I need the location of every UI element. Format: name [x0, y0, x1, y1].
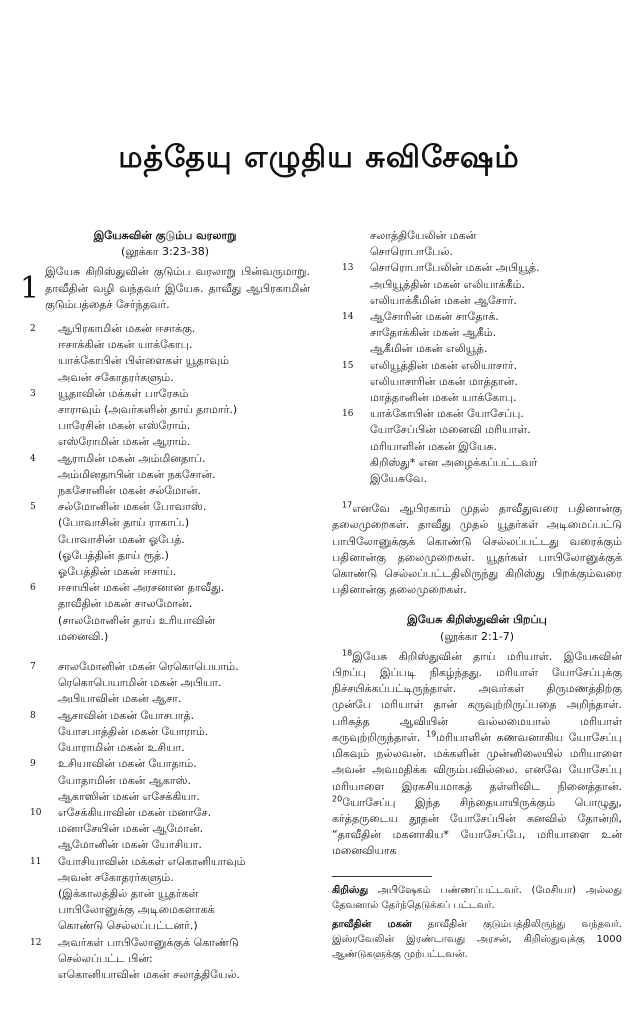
verse-line: மாத்தானின் மகன் யாக்கோபு. [370, 391, 517, 405]
verse-line: சாராவும் (அவர்களின் தாய் தாமார்.) [58, 403, 238, 417]
footnote [332, 917, 622, 962]
section-heading: இயேசுவின் குடும்ப வரலாறு [93, 229, 237, 242]
verse-line: அபியூத்தின் மகன் எலியாக்கீம். [370, 277, 525, 291]
verse-line: ஈசாயின் மகன் அரசனான தாவீது. [58, 581, 225, 595]
footnote-text: தாவீதின் குடும்பத்திலிருந்து வந்தவர். இஸ்ரவேலின் இரண்டாவது அரசன், கிறிஸ்துவுக்கு 1000 ஆண்டுகளுக்கு முற்பட்டவன். [332, 918, 622, 960]
verse-line: ஈசாக்கின் மகன் யாக்கோபு. [58, 338, 193, 352]
verse-number: 17 [342, 500, 353, 510]
right-column [332, 228, 622, 966]
footnote-term: கிறிஸ்து [332, 884, 369, 896]
verse-line: யோசபாத்தின் மகன் யோராம். [58, 724, 209, 738]
verse-line: ஆசாவின் மகன் யோசபாத். [58, 708, 195, 722]
verse-number: 11 [30, 856, 42, 867]
verse-line: ஓபேத்தின் மகன் ஈசாய். [58, 565, 177, 579]
verse-line: சொரொபாபேல். [370, 245, 453, 259]
verse-line: யூதாவின் மக்கள் பாரேசும் [58, 386, 189, 400]
verse-line: பாரேசின் மகன் எஸ்ரோம். [58, 419, 191, 433]
verse-group [20, 708, 310, 757]
verse-line: அவர்கள் பாபிலோனுக்குக் கொண்டு [58, 935, 239, 949]
footnote-text: அபிஷேகம் பண்ணப்பட்டவர். (மேசியா) அல்லது தேவனால் தேர்ந்தெடுக்கப் பட்டவர். [332, 884, 622, 911]
verse-text: எனவே ஆபிரகாம் முதல் தாவீதுவரை பதினான்கு தலைமுறைகள். தாவீது முதல் யூதர்கள் அடிமைப்பட்டு பாபிலோனுக்குக் கொண்டு செல்லப்பட்டது வரைக்கும் பதினான்கு தலைமுறைகள். யூதர்கள் பாபிலோனுக்குக் கொண்டு செல்லப்பட்டதிலிருந்து கிறிஸ்து பிறக்கும்வரை பதினான்கு தலைமுறைகள். [332, 502, 622, 597]
verse-line: அவன் சகோதரர்களும். [58, 870, 174, 884]
verse-line: கொண்டு செல்லப்பட்டனர்.) [58, 919, 198, 933]
verse-number: 20 [332, 794, 343, 804]
verse-line: யாக்கோபின் பிள்ளைகள் யூதாவும் [58, 354, 229, 368]
verse-group [20, 451, 310, 500]
verse-line: யோராமின் மகன் உசியா. [58, 741, 185, 755]
verse-line: மரியாளின் மகன் இயேசு. [370, 439, 497, 453]
verse-group [20, 659, 310, 708]
genealogy-verses [20, 321, 310, 983]
verse-line: உசியாவின் மகன் யோதாம். [58, 757, 197, 771]
verse-line: ஆபிரகாமின் மகன் ஈசாக்கு. [58, 322, 196, 336]
verse-line: ஆமோனின் மகன் யோசியா. [58, 838, 202, 852]
verse-line: ஆராமின் மகன் அம்மினதாப். [58, 451, 206, 465]
verse-line: ஆகீமின் மகன் எலியூத். [370, 342, 488, 356]
verse-line: (போவாசின் தாய் ராகாப்.) [58, 516, 190, 530]
verse-line: சொரொபாபேலின் மகன் அபியூத். [370, 261, 540, 275]
verse-line: யோதாமின் மகன் ஆகாஸ். [58, 773, 191, 787]
verse-line: போவாசின் மகன் ஓபேத். [58, 532, 185, 546]
section-reference-2: (லூக்கா 2:1-7) [439, 629, 515, 643]
verse-line: (சாலமோனின் தாய் உரியாவின் [58, 613, 216, 627]
verse-number: 10 [30, 807, 42, 818]
verse-line: நகசோனின் மகன் சல்மோன். [58, 484, 201, 498]
verse-number: 14 [342, 312, 354, 323]
verse-line: அபியாவின் மகன் ஆசா. [58, 692, 182, 706]
verse-number: 13 [342, 263, 354, 274]
verse-group [20, 580, 310, 645]
verse-number: 2 [30, 324, 36, 335]
verse-line: ஆசோரின் மகன் சாதோக். [370, 310, 499, 324]
verse-number: 18 [342, 648, 353, 658]
verse-line: சாதோக்கின் மகன் ஆகீம். [370, 326, 497, 340]
intro-text: இயேசு கிறிஸ்துவின் குடும்ப வரலாறு பின்வருமாறு. தாவீதின் வழி வந்தவர் இயேசு. தாவீது ஆபிரகாமின் குடும்பத்தைச் சேர்ந்தவர். [45, 265, 310, 311]
verse-group [20, 386, 310, 451]
footnote [332, 883, 622, 913]
chapter-intro [20, 264, 310, 313]
verse-line: எசேக்கியாவின் மகன் மனாசே. [58, 805, 212, 819]
verse-line: எலியாக்கீமின் மகன் ஆசோர். [370, 293, 517, 307]
verse-number: 3 [30, 388, 36, 399]
verse-line: கிறிஸ்து* என அழைக்கப்பட்டவர் [370, 455, 538, 469]
book-title: மத்தேயு எழுதிய சுவிசேஷம் [118, 140, 520, 175]
continuation-lines [332, 228, 622, 260]
verse-line: யாக்கோபின் மகன் யோசேப்பு. [370, 407, 524, 421]
verse-line: (ஓபேத்தின் தாய் ரூத்.) [58, 548, 169, 562]
verse-group [20, 935, 310, 984]
verse-number: 5 [30, 502, 36, 513]
verse-number: 6 [30, 583, 36, 594]
verse-line: ஆகாஸின் மகன் எசேக்கியா. [58, 789, 200, 803]
verse-group [20, 499, 310, 580]
verse-line: இயேசுவே. [370, 472, 427, 486]
verse-group [20, 321, 310, 386]
verse-number: 16 [342, 409, 354, 420]
verse-number: 7 [30, 662, 36, 673]
section-heading-2: இயேசு கிறிஸ்துவின் பிறப்பு [407, 613, 547, 627]
verse-17 [332, 501, 622, 598]
verse-number: 19 [425, 729, 437, 739]
verse-group [332, 309, 622, 358]
verse-line: யோசேப்பின் மனைவி மரியாள். [370, 423, 531, 437]
verse-group [20, 756, 310, 805]
verse-number: 9 [30, 759, 36, 770]
verse-line: (இக்காலத்தில் தான் யூதர்கள் [58, 886, 199, 900]
verse-line: ரெகொபெயாமின் மகன் அபியா. [58, 676, 222, 690]
verses-18-20 [332, 649, 622, 860]
verse-line: எலியாசாரின் மகன் மாத்தான். [370, 374, 518, 388]
verse-number: 15 [342, 360, 354, 371]
verse-line: எஸ்ரோமின் மகன் ஆராம். [58, 435, 191, 449]
footnote-divider [332, 876, 432, 877]
verse-group [20, 854, 310, 935]
verse-number: 12 [30, 937, 42, 948]
footnote-term: தாவீதின் மகன் [332, 918, 412, 930]
verse-number: 4 [30, 453, 36, 464]
verse-line: சாலமோனின் மகன் ரெகொபெயாம். [58, 660, 239, 674]
verse-line: தாவீதின் மகன் சாலமோன். [58, 597, 193, 611]
verse-line: அவன் சகோதரர்களும். [58, 370, 174, 384]
verse-line: மனைவி.) [58, 629, 109, 643]
verse-line: சல்மோனின் மகன் போவாஸ். [58, 500, 207, 514]
verse-group [20, 805, 310, 854]
verse-line: சலாத்தியேலின் மகன் [370, 229, 477, 242]
verse-line: அம்மினதாபின் மகன் நகசோன். [58, 467, 216, 481]
left-column [20, 228, 310, 983]
verse-text: இயேசு கிறிஸ்துவின் தாய் மரியாள். இயேசுவின் பிறப்பு இப்படி நிகழ்ந்தது. மரியாள் யோசேப்புக்கு நிச்சயிக்கப்பட்டிருந்தாள். அவர்கள் திருமணத்திற்கு முன்பே மரியாள் தான் கருவுற்றிருப்பதை அறிந்தாள். பரிசுத்த ஆவியின் வல்லமையால் மரியாள் கருவுற்றிருந்தாள். [332, 649, 622, 744]
verse-group [332, 260, 622, 309]
verse-group [332, 358, 622, 407]
verse-line: யோசியாவின் மக்கள் எகொனியாவும் [58, 854, 246, 868]
verse-text: யோசேப்பு இந்த சிந்தையாயிருக்கும் பொழுது, கர்த்தருடைய தூதன் யோசேப்பின் கனவில் தோன்றி, “தாவீதின் மகனாகிய* யோசேப்பே, மரியாளை உன் மனைவியாக [332, 795, 622, 858]
verse-line: எலியூத்தின் மகன் எலியாசார். [370, 358, 518, 372]
section-reference: (லூக்கா 3:23-38) [120, 245, 210, 259]
verse-number: 8 [30, 710, 36, 721]
genealogy-verses-right [332, 260, 622, 487]
verse-line: மனாசேயின் மகன் ஆமோன். [58, 822, 204, 836]
verse-line: எகொனியாவின் மகன் சலாத்தியேல். [58, 967, 241, 981]
verse-line: செல்லப்பட்ட பின்: [58, 951, 153, 965]
chapter-number: 1 [20, 271, 40, 307]
verse-line: பாபிலோனுக்கு அடிமைகளாகக் [58, 903, 215, 917]
verse-group [332, 406, 622, 487]
verse-text: மரியாளின் கணவனாகிய யோசேப்பு மிகவும் நல்லவன். மக்களின் முன்னிலையில் மரியாளை அவன் அவமதிக்க விரும்பவில்லை. எனவே யோசேப்பு மரியாளை இரகசியமாகத் தள்ளிவிட நினைத்தான். [332, 730, 622, 793]
